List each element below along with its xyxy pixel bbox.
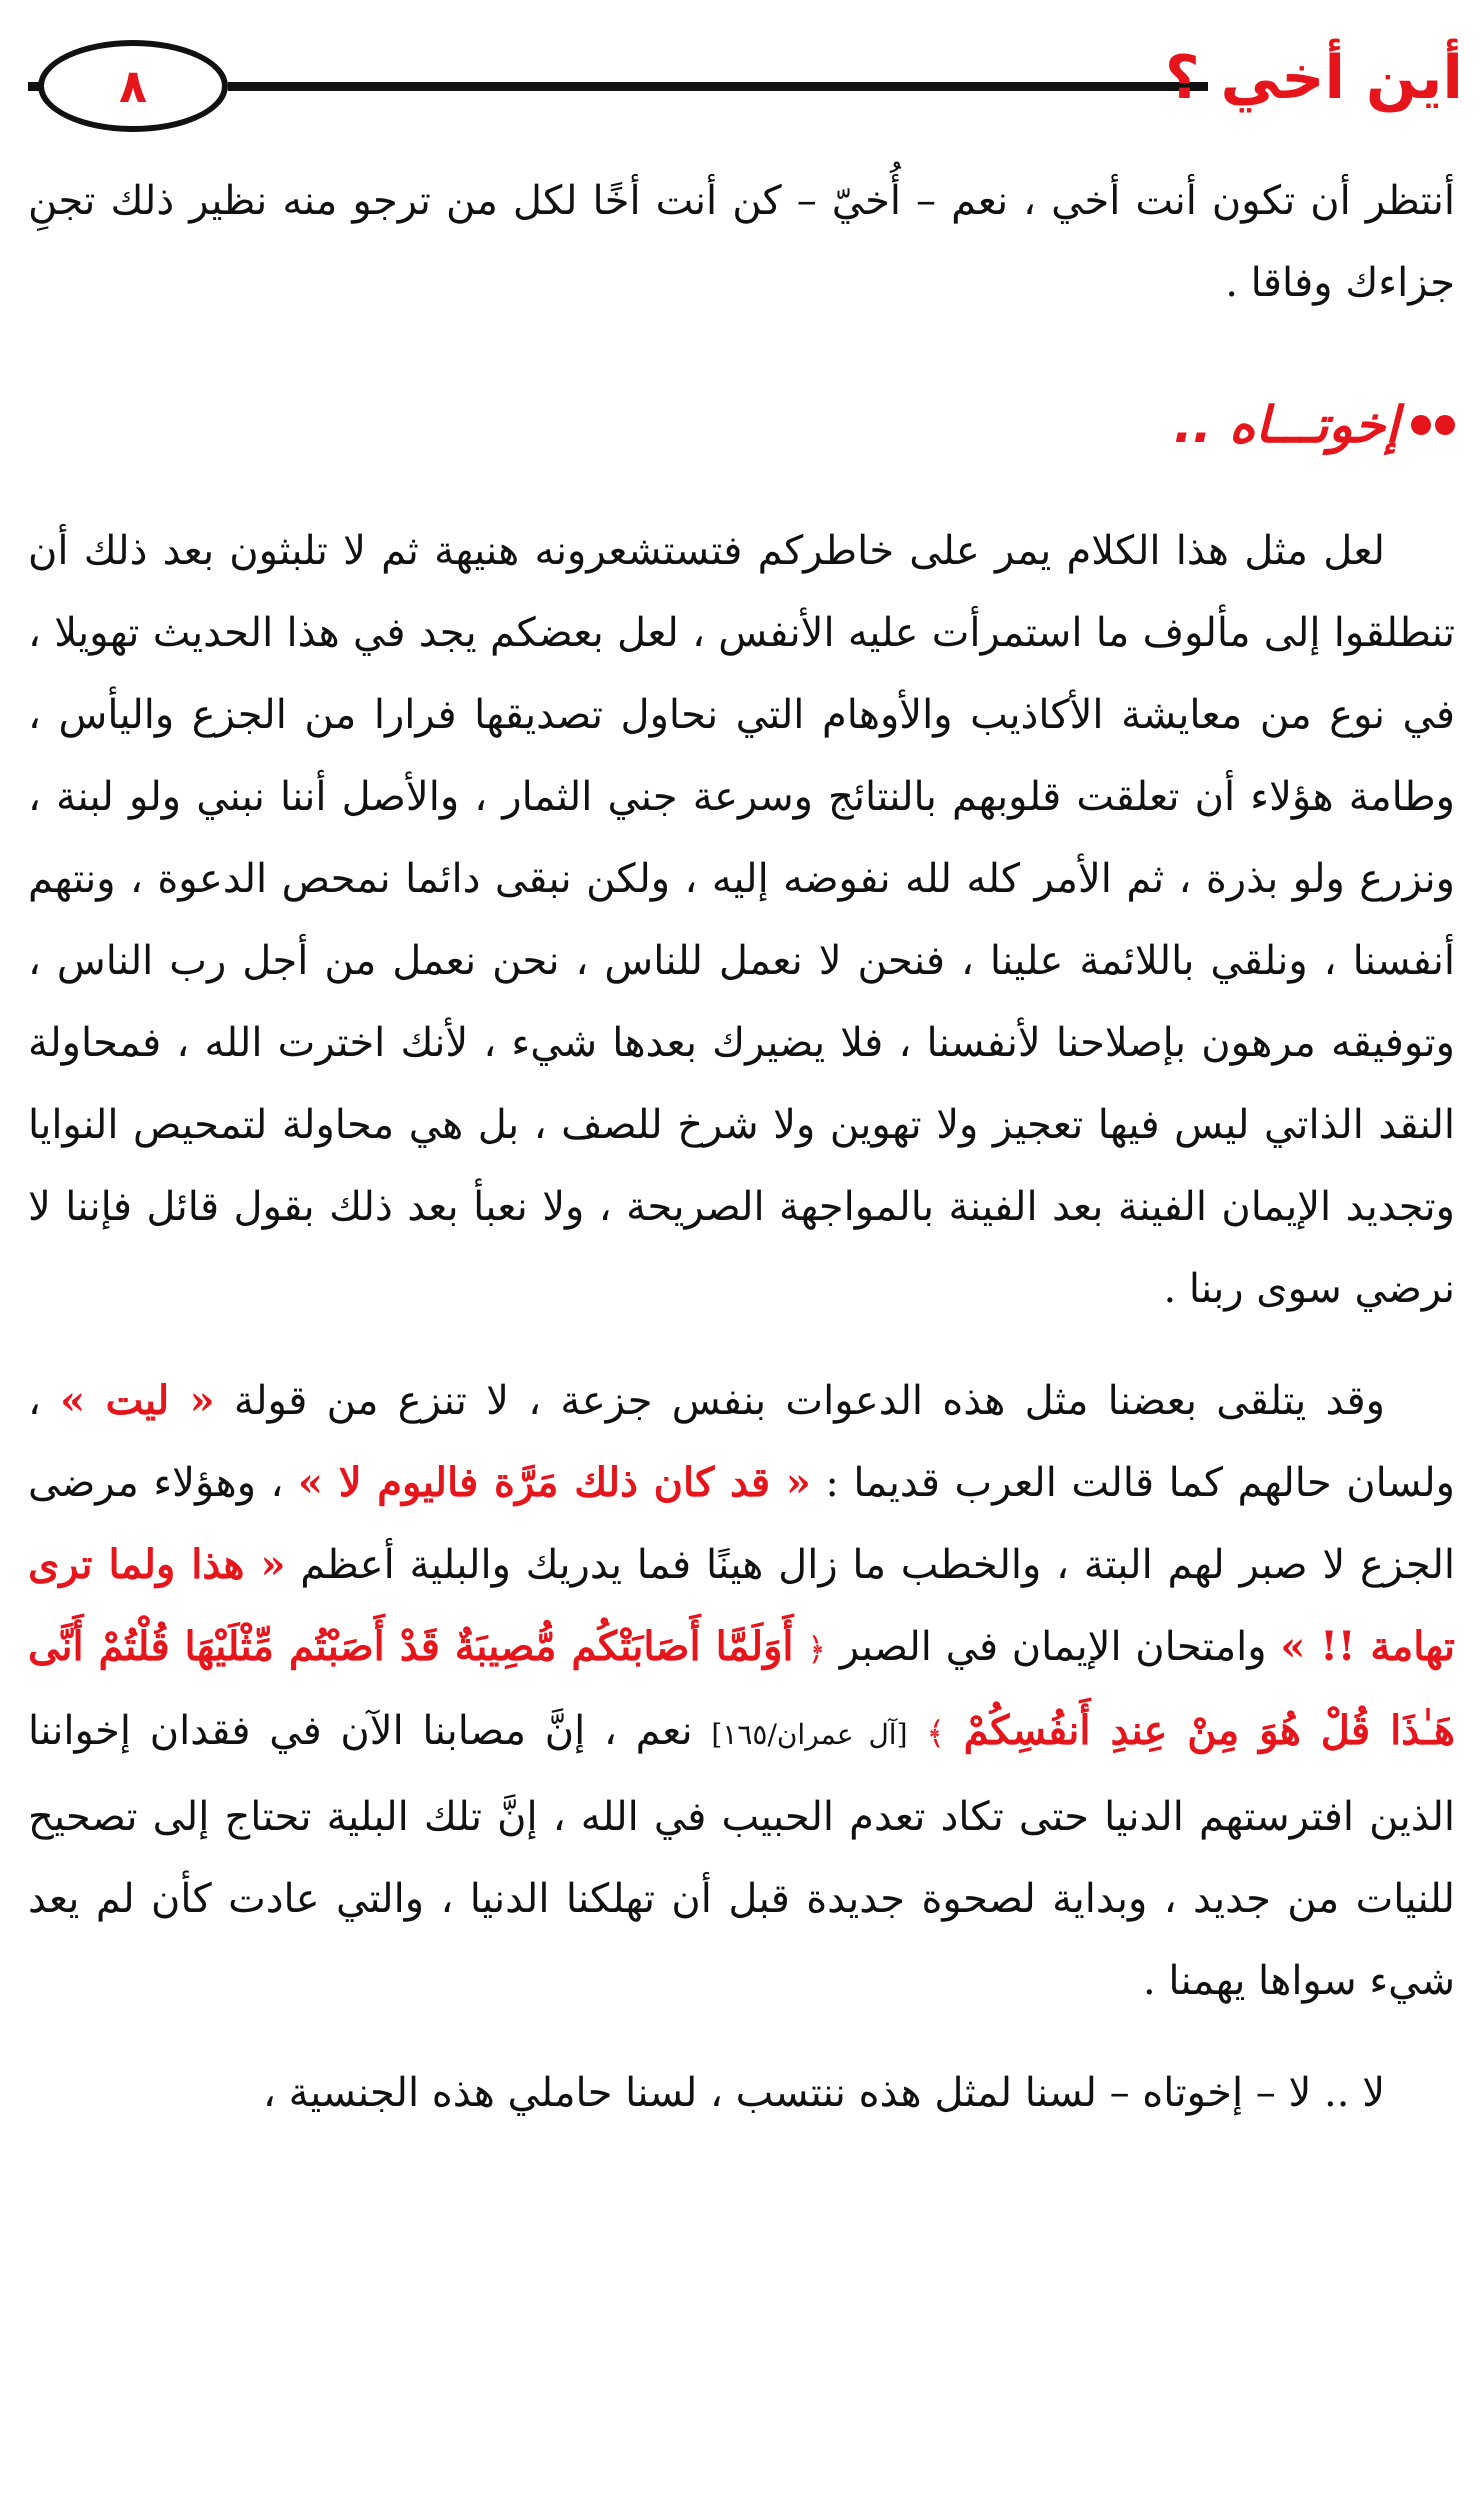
quote-tihama: « هذا ولما ترى تهامة !! » <box>28 1541 1455 1670</box>
page-number-oval <box>38 40 228 132</box>
section-heading-text: إخوتـــاه .. <box>1173 396 1399 454</box>
page-content <box>28 160 1455 2134</box>
body-paragraph-2 <box>28 1360 1455 2022</box>
body-paragraph-3: لا .. لا – إخوتاه – لسنا لمثل هذه ننتسب ، لسنا حاملي هذه الجنسية ، <box>263 2070 1385 2116</box>
page-number: ٨ <box>118 59 148 113</box>
paragraph-2-text: وامتحان الإيمان في الصبر <box>826 1624 1281 1670</box>
paragraph-2-text: ، ولسان حالهم كما قالت العرب قديما : <box>28 1378 1455 1506</box>
quran-close-ornament-icon: ﴾ <box>926 1714 945 1752</box>
intro-paragraph: أنتظر أن تكون أنت أخي ، نعم – أُخيّ – كن أنت أخًا لكل من ترجو منه نظير ذلك تجنِ جزاءك وفاقا . <box>28 178 1455 306</box>
section-heading <box>28 380 1455 470</box>
paragraph-2-text: نعم ، إنَّ مصابنا الآن في فقدان إخواننا الذين افترستهم الدنيا حتى تكاد تعدم الحبيب في الله ، إنَّ تلك البلية تحتاج إلى تصحيح للنيات من جديد ، وبداية لصحوة جديدة قبل أن تهلكنا الدنيا ، والتي عادت كأن لم يعد شيء سواها يهمنا . <box>28 1708 1455 2004</box>
quran-verse: أَوَلَمَّا أَصَابَتْكُم مُّصِيبَةٌ قَدْ أَصَبْتُم مِّثْلَيْهَا قُلْتُمْ أَنَّى هَـٰذَا قُلْ هُوَ مِنْ عِندِ أَنفُسِكُمْ <box>28 1623 1455 1754</box>
quote-proverb: « قد كان ذلك مَرَّة فاليوم لا » <box>298 1459 811 1506</box>
quran-reference: [آل عمران/١٦٥] <box>711 1718 908 1751</box>
page-header <box>28 30 1463 140</box>
header-rule <box>228 82 1208 91</box>
quran-open-ornament-icon: ﴿ <box>807 1630 826 1668</box>
quote-layt: « ليت » <box>60 1377 215 1424</box>
heading-bullet-icon <box>1411 415 1455 435</box>
running-title: أين أخي ؟ <box>1164 43 1463 113</box>
paragraph-2-text: ، وهؤلاء مرضى الجزع لا صبر لهم البتة ، والخطب ما زال هينًا فما يدريك والبلية أعظم <box>28 1460 1456 1588</box>
paragraph-2-text: وقد يتلقى بعضنا مثل هذه الدعوات بنفس جزعة ، لا تنزع من قولة <box>214 1378 1385 1424</box>
body-paragraph-1: لعل مثل هذا الكلام يمر على خاطركم فتستشعرونه هنيهة ثم لا تلبثون بعد ذلك أن تنطلقوا إلى مألوف ما استمرأت عليه الأنفس ، لعل بعضكم يجد في هذا الحديث تهويلا ، في نوع من معايشة الأكاذيب والأوهام التي نحاول تصديقها فرارا من الجزع واليأس ، وطامة هؤلاء أن تعلقت قلوبهم بالنتائج وسرعة جني الثمار ، والأصل أننا نبني ولو لبنة ، ونزرع ولو بذرة ، ثم الأمر كله لله نفوضه إليه ، ولكن نبقى دائما نمحص الدعوة ، ونتهم أنفسنا ، ونلقي باللائمة علينا ، فنحن لا نعمل للناس ، نحن نعمل من أجل رب الناس ، وتوفيقه مرهون بإصلاحنا لأنفسنا ، فلا يضيرك بعدها شيء ، لأنك اخترت الله ، فمحاولة النقد الذاتي ليس فيها تعجيز ولا تهوين ولا شرخ للصف ، بل هي محاولة لتمحيص النوايا وتجديد الإيمان الفينة بعد الفينة بالمواجهة الصريحة ، ولا نعبأ بعد ذلك بقول قائل فإننا لا نرضي سوى ربنا . <box>28 528 1456 1312</box>
